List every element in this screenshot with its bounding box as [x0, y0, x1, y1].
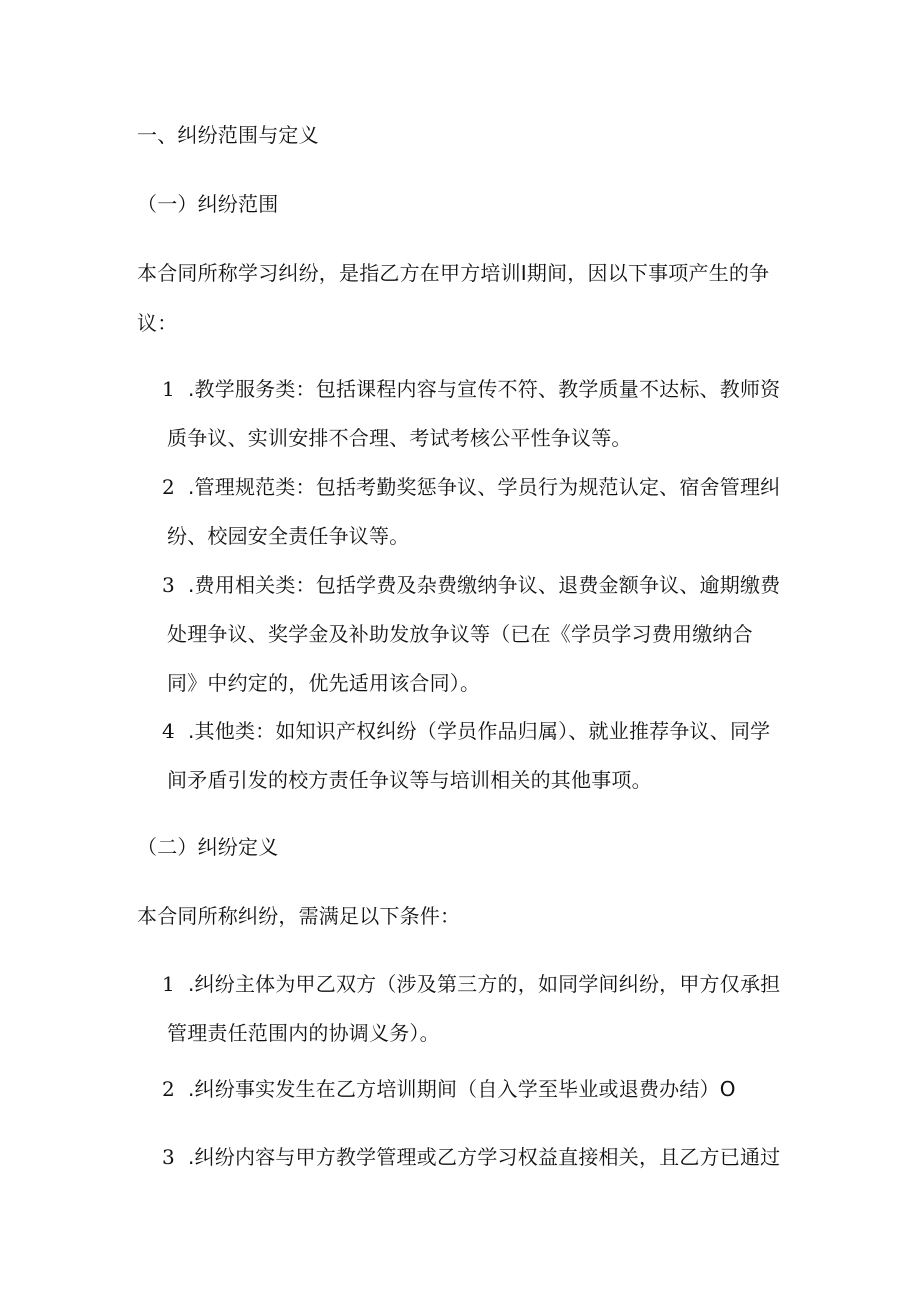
list-item-text-line: 间矛盾引发的校方责任争议等与培训相关的其他事项。: [167, 768, 652, 792]
scope-intro-line-1: 本合同所称学习纠纷，是指乙方在甲方培训I期间，因以下事项产生的争: [137, 261, 770, 285]
section-heading: 一、纠纷范围与定义: [137, 123, 319, 147]
list-item-number: 3: [162, 1145, 175, 1169]
definition-intro: 本合同所称纠纷，需满足以下条件：: [137, 904, 461, 928]
subsection-heading-scope: （一）纠纷范围: [137, 192, 279, 216]
list-item-text-line: 管理责任范围内的协调义务）。: [167, 1021, 440, 1045]
list-item-number: 3: [162, 573, 175, 597]
scope-intro-line-2: 议：: [137, 311, 178, 335]
list-item-text-line: .管理规范类：包括考勤奖惩争议、学员行为规范认定、宿舍管理纠: [188, 475, 781, 499]
list-item-number: 4: [162, 719, 175, 743]
list-item-text-line: .纠纷事实发生在乙方培训期间（自入学至毕业或退费办结）O: [188, 1077, 736, 1101]
list-item-number: 2: [162, 1077, 175, 1101]
list-item-number: 1: [162, 972, 175, 996]
list-item-text-line: .教学服务类：包括课程内容与宣传不符、教学质量不达标、教师资: [188, 377, 781, 401]
subsection-heading-definition: （二）纠纷定义: [137, 835, 279, 859]
list-item-number: 1: [162, 377, 175, 401]
list-item-text-line: .纠纷内容与甲方教学管理或乙方学习权益直接相关，且乙方已通过: [188, 1145, 781, 1169]
list-item-text-line: .其他类：如知识产权纠纷（学员作品归属）、就业推荐争议、同学: [188, 719, 771, 743]
list-item-text-line: 处理争议、奖学金及补助发放争议等（已在《学员学习费用缴纳合: [167, 622, 753, 646]
list-item-text-line: 纷、校园安全责任争议等。: [167, 524, 410, 548]
list-item-text-line: 质争议、实训安排不合理、考试考核公平性争议等。: [167, 426, 632, 450]
list-item-text-line: .纠纷主体为甲乙双方（涉及第三方的，如同学间纠纷，甲方仅承担: [188, 972, 781, 996]
list-item-number: 2: [162, 475, 175, 499]
list-item-text-line: .费用相关类：包括学费及杂费缴纳争议、退费金额争议、逾期缴费: [188, 573, 781, 597]
list-item-text-line: 同》中约定的，优先适用该合同）。: [167, 671, 481, 695]
